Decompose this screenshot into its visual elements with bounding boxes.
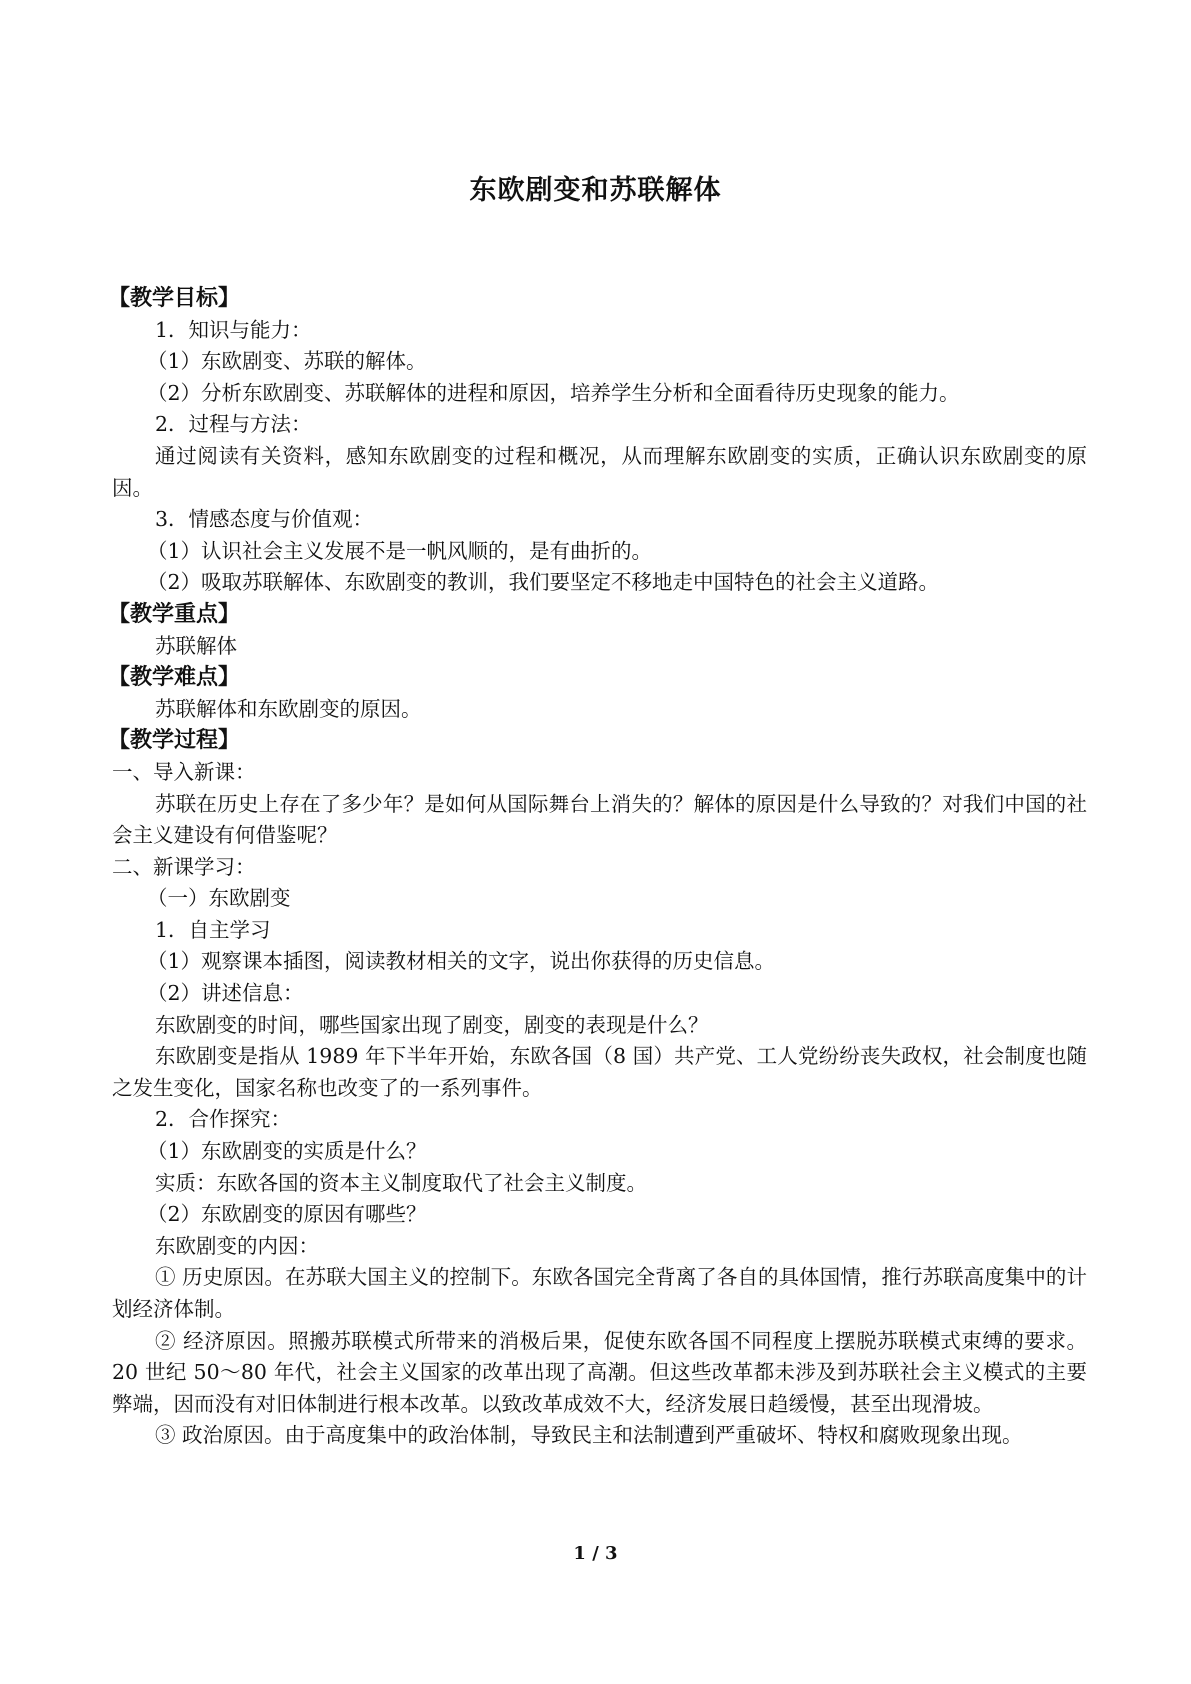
- goal-1: 1．知识与能力：: [155, 317, 312, 342]
- cause-1: ① 历史原因。在苏联大国主义的控制下。东欧各国完全背离了各自的具体国情，推行苏联高度集中的计划经济体制。: [112, 1265, 1087, 1321]
- goal-1a: （1）东欧剧变、苏联的解体。: [147, 349, 427, 374]
- document-title: 东欧剧变和苏联解体: [469, 175, 722, 206]
- internal-causes-heading: 东欧剧变的内因：: [155, 1233, 319, 1258]
- section-heading-goals: 【教学目标】: [108, 286, 241, 311]
- self-study-1: （1）观察课本插图，阅读教材相关的文字，说出你获得的历史信息。: [147, 949, 776, 974]
- new-lesson-heading: 二、新课学习：: [112, 854, 256, 879]
- self-study-answer: 东欧剧变是指从 1989 年下半年开始，东欧各国（8 国）共产党、工人党纷纷丧失政权，社会制度也随之发生变化，国家名称也改变了的一系列事件。: [112, 1044, 1087, 1100]
- intro-text: 苏联在历史上存在了多少年？是如何从国际舞台上消失的？解体的原因是什么导致的？对我们中国的社会主义建设有何借鉴呢？: [112, 791, 1087, 848]
- self-study-question: 东欧剧变的时间，哪些国家出现了剧变，剧变的表现是什么？: [155, 1012, 709, 1037]
- page-number: 1 / 3: [573, 1543, 618, 1564]
- goal-3: 3．情感态度与价值观：: [155, 507, 374, 532]
- coop-question-2: （2）东欧剧变的原因有哪些？: [147, 1202, 427, 1227]
- self-study-heading: 1．自主学习: [155, 917, 271, 942]
- key-text: 苏联解体: [155, 633, 237, 658]
- part-1-heading: （一）东欧剧变: [147, 886, 291, 911]
- coop-heading: 2．合作探究：: [155, 1107, 292, 1132]
- cause-3: ③ 政治原因。由于高度集中的政治体制，导致民主和法制遭到严重破坏、特权和腐败现象出现。: [155, 1423, 1023, 1448]
- section-heading-key: 【教学重点】: [108, 601, 241, 627]
- coop-question-1: （1）东欧剧变的实质是什么？: [147, 1139, 427, 1164]
- goal-3a: （1）认识社会主义发展不是一帆风顺的，是有曲折的。: [147, 538, 653, 563]
- cause-2: ② 经济原因。照搬苏联模式所带来的消极后果，促使东欧各国不同程度上摆脱苏联模式束缚的要求。20 世纪 50～80 年代，社会主义国家的改革出现了高潮。但这些改革都未涉及到苏联社会主义模式的主要弊端，因而没有对旧体制进行根本改革。以致改革成效不大，经济发展日趋缓慢，甚至出现滑坡。: [112, 1328, 1087, 1416]
- goal-3b: （2）吸取苏联解体、东欧剧变的教训，我们要坚定不移地走中国特色的社会主义道路。: [147, 570, 940, 595]
- intro-heading: 一、导入新课：: [112, 759, 256, 784]
- goal-1b: （2）分析东欧剧变、苏联解体的进程和原因，培养学生分析和全面看待历史现象的能力。: [147, 380, 960, 405]
- goal-2: 2．过程与方法：: [155, 412, 312, 437]
- difficulty-text: 苏联解体和东欧剧变的原因。: [155, 696, 422, 721]
- section-heading-difficulty: 【教学难点】: [108, 665, 241, 691]
- section-heading-process: 【教学过程】: [108, 728, 241, 754]
- goal-2-text: 通过阅读有关资料，感知东欧剧变的过程和概况，从而理解东欧剧变的实质，正确认识东欧剧变的原因。: [112, 443, 1087, 500]
- coop-answer-1: 实质：东欧各国的资本主义制度取代了社会主义制度。: [155, 1170, 647, 1195]
- self-study-2: （2）讲述信息：: [147, 981, 304, 1006]
- document-body: [108, 283, 1087, 1452]
